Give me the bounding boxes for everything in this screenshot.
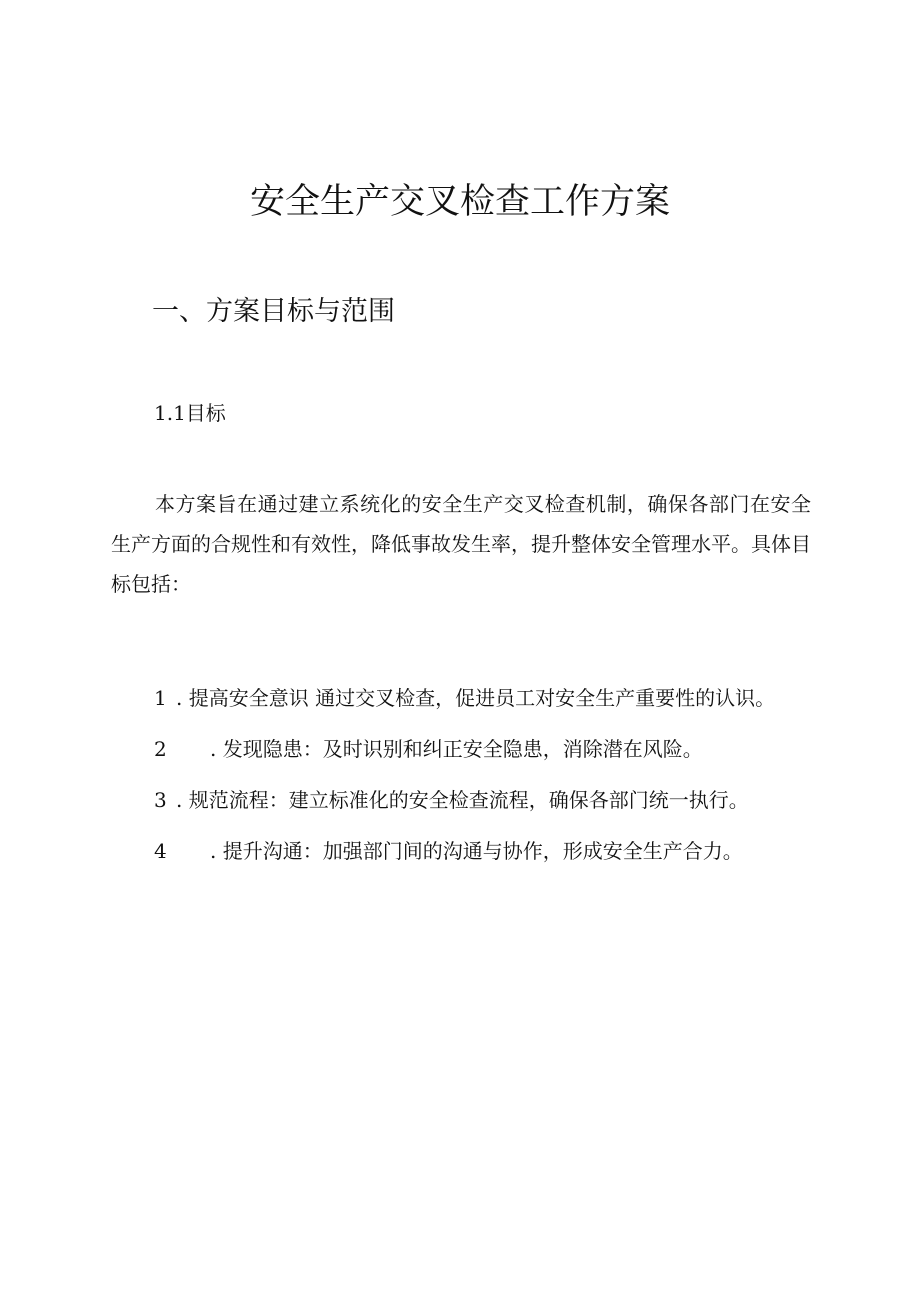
sub-heading: 1.1目标: [154, 401, 226, 425]
goal-text: . 规范流程：建立标准化的安全检查流程，确保各部门统一执行。: [176, 788, 749, 812]
list-item: [154, 831, 854, 882]
document-title: 安全生产交叉检查工作方案: [249, 182, 670, 222]
goal-text: . 发现隐患：及时识别和纠正安全隐患，消除潜在风险。: [210, 737, 703, 761]
list-item: [154, 780, 854, 831]
goal-number: 4: [154, 839, 167, 863]
goal-text: . 提升沟通：加强部门间的沟通与协作，形成安全生产合力。: [210, 839, 743, 863]
goal-text: . 提高安全意识 通过交叉检查，促进员工对安全生产重要性的认识。: [176, 686, 776, 710]
goal-number: 3: [154, 788, 167, 812]
intro-paragraph: 本方案旨在通过建立系统化的安全生产交叉检查机制，确保各部门在安全生产方面的合规性和有效性，降低事故发生率，提升整体安全管理水平。具体目标包括：: [111, 492, 811, 596]
list-item: [154, 729, 854, 780]
goal-list: [154, 678, 854, 882]
goal-number: 1: [154, 686, 167, 710]
section-heading: 一、方案目标与范围: [152, 296, 395, 327]
list-item: [154, 678, 854, 729]
goal-number: 2: [154, 737, 167, 761]
